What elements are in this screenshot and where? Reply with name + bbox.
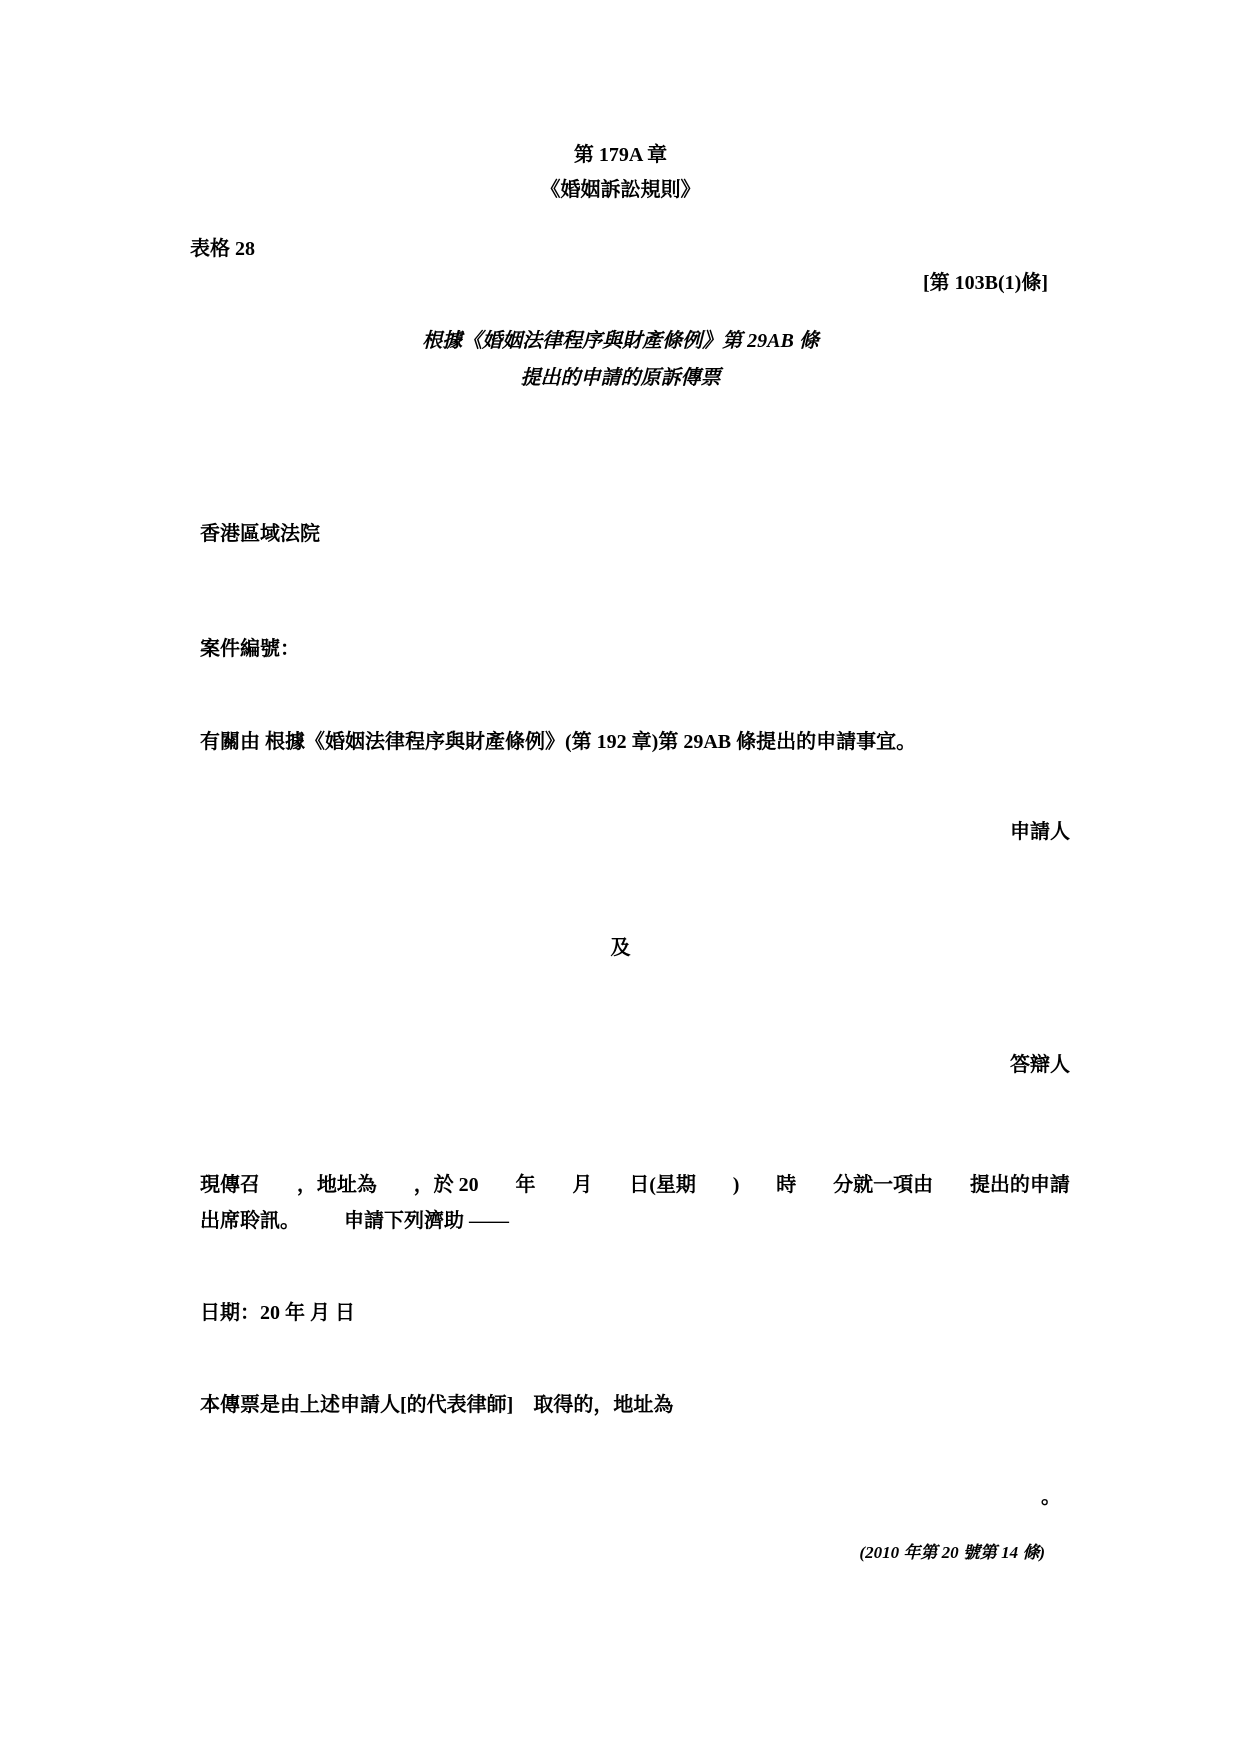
rules-title: 《婚姻訴訟規則》 bbox=[540, 179, 701, 201]
summons-part: ，於 20 bbox=[413, 1174, 479, 1196]
form-heading-line1: 根據《婚姻法律程序與財產條例》第 29AB 條 bbox=[422, 330, 819, 352]
summons-attend-text: 出席聆訊。 bbox=[200, 1210, 300, 1232]
summons-part: 時 bbox=[776, 1174, 797, 1196]
matter-text: 有關由 根據《婚姻法律程序與財產條例》(第 192 章)第 29AB 條提出的申請事宜。 bbox=[200, 731, 917, 753]
summons-relief-text: 申請下列濟助 —— bbox=[344, 1210, 509, 1232]
summons-part: 現傳召 bbox=[200, 1174, 260, 1196]
issued-by-text: 本傳票是由上述申請人[的代表律師] 取得的，地址為 bbox=[200, 1394, 674, 1416]
chapter-number: 第 179A 章 bbox=[573, 144, 668, 166]
summons-part: 日(星期 bbox=[629, 1174, 696, 1196]
form-heading-line2: 提出的申請的原訴傳票 bbox=[520, 367, 721, 389]
summons-part: ，地址為 bbox=[296, 1174, 377, 1196]
end-mark: 。 bbox=[1041, 1486, 1061, 1508]
date-line: 日期：20 年 月 日 bbox=[200, 1302, 355, 1324]
applicant-label: 申請人 bbox=[1010, 821, 1070, 843]
summons-part: 分就一項由 bbox=[833, 1174, 934, 1196]
rule-reference: [第 103B(1)條] bbox=[923, 272, 1048, 294]
case-number-label: 案件編號： bbox=[200, 638, 300, 660]
form-label: 表格 28 bbox=[190, 238, 255, 260]
summons-line-1 bbox=[200, 1173, 1070, 1197]
footnote: (2010 年第 20 號第 14 條) bbox=[859, 1543, 1045, 1562]
summons-line-2 bbox=[200, 1209, 509, 1233]
respondent-label: 答辯人 bbox=[1010, 1054, 1070, 1076]
summons-part: ) bbox=[732, 1174, 740, 1196]
summons-part: 提出的申請 bbox=[969, 1174, 1070, 1196]
party-conjunction: 及 bbox=[610, 937, 631, 959]
summons-part: 年 bbox=[515, 1174, 536, 1196]
court-name: 香港區域法院 bbox=[200, 523, 320, 545]
summons-part: 月 bbox=[572, 1174, 593, 1196]
